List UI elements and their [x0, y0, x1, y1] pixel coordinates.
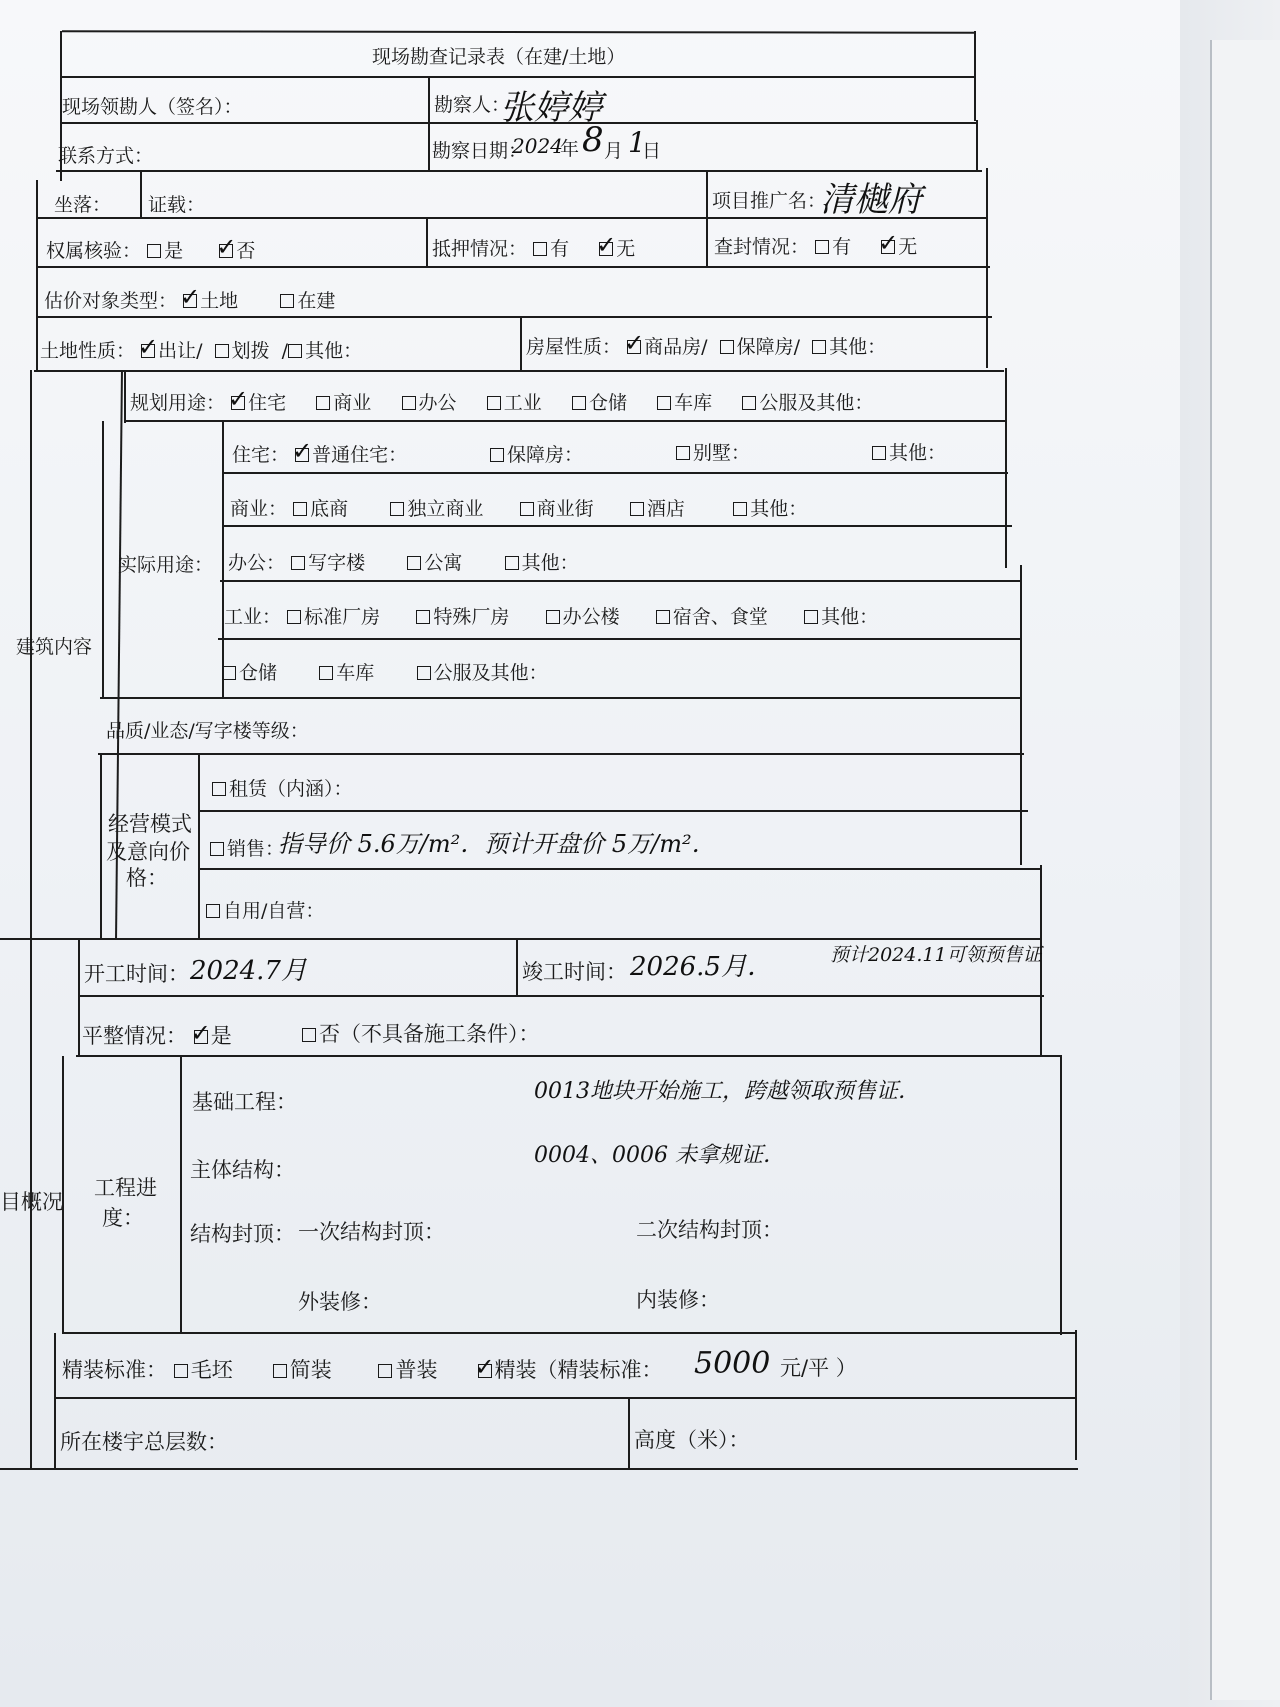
- commercial-option: 底商: [310, 498, 349, 520]
- height-label: 高度（米）：: [634, 1428, 750, 1452]
- check-mark-icon: ✓: [292, 437, 313, 465]
- frame-top: [62, 30, 976, 34]
- industrial-option: 特殊厂房: [433, 606, 510, 628]
- commercial-street-checkbox[interactable]: [520, 502, 534, 516]
- second-capping-label: 二次结构封顶：: [636, 1218, 783, 1242]
- residential-other: [872, 438, 946, 465]
- row-line: [34, 370, 1004, 372]
- misc-option: 仓储: [239, 662, 278, 684]
- col-line: [628, 1398, 630, 1469]
- col-line: [520, 317, 522, 371]
- sale-row: [210, 834, 284, 861]
- land-transfer-label: 出让/: [158, 340, 203, 362]
- survey-date-year-unit: 年: [560, 138, 580, 160]
- object-land-checkbox[interactable]: [180, 283, 201, 311]
- office-building-checkbox[interactable]: [291, 556, 305, 570]
- industrial-special-checkbox[interactable]: [416, 610, 430, 624]
- industrial-other-checkbox[interactable]: [804, 610, 818, 624]
- mortgage-no-label: 无: [616, 238, 636, 260]
- col-line: [516, 939, 518, 996]
- check-mark-icon: ✓: [228, 385, 249, 413]
- industrial-option: 标准厂房: [304, 606, 381, 628]
- planned-use-label: 规划用途：: [130, 392, 226, 414]
- flat-no-label: 否（不具备施工条件）：: [319, 1022, 540, 1046]
- row-line: [100, 697, 1022, 699]
- col-line: [706, 171, 708, 267]
- check-mark-icon: ✓: [878, 229, 899, 257]
- flat-yes-checkbox[interactable]: [190, 1019, 211, 1047]
- mortgage-no-checkbox[interactable]: [596, 231, 617, 259]
- first-capping-label: 一次结构封顶：: [298, 1220, 445, 1244]
- finish-time-label: 竣工时间：: [522, 960, 627, 984]
- planned-use-row: [130, 385, 874, 415]
- col-line: [78, 938, 80, 1056]
- object-type-label: 估价对象类型：: [44, 290, 178, 312]
- seizure-yes-checkbox[interactable]: [815, 240, 829, 254]
- form-title: 现场勘查记录表（在建/土地）: [372, 46, 626, 68]
- check-mark-icon: ✓: [624, 329, 645, 357]
- progress-label-2: 度：: [102, 1206, 144, 1230]
- misc-public-checkbox[interactable]: [417, 666, 431, 680]
- progress-label-1: 工程进: [94, 1176, 157, 1200]
- misc-garage-checkbox[interactable]: [319, 666, 333, 680]
- planned-use-option: 办公: [418, 392, 457, 414]
- planned-office-checkbox[interactable]: [402, 396, 416, 410]
- survey-date-day-unit: 日: [642, 140, 662, 162]
- quality-label: 品质/业态/写字楼等级：: [106, 720, 309, 742]
- col-line: [54, 1333, 56, 1469]
- row-line: [60, 76, 976, 78]
- commercial-shop-checkbox[interactable]: [293, 502, 307, 516]
- office-option: 写字楼: [308, 552, 366, 574]
- survey-date-year: 2024: [512, 134, 563, 158]
- planned-industrial-checkbox[interactable]: [487, 396, 501, 410]
- finish-simple-checkbox[interactable]: [273, 1364, 287, 1378]
- flat-label: 平整情况：: [82, 1024, 187, 1048]
- planned-commercial-checkbox[interactable]: [316, 396, 330, 410]
- finish-fine-price: 5000: [694, 1346, 771, 1381]
- check-mark-icon: ✓: [596, 231, 617, 259]
- land-allocate-checkbox[interactable]: [215, 344, 229, 358]
- col-line: [124, 371, 126, 423]
- commercial-option: 独立商业: [407, 498, 484, 520]
- contact-label: 联系方式：: [58, 145, 154, 167]
- location-label: 坐落：: [54, 194, 112, 216]
- residential-label: 住宅：: [232, 444, 290, 466]
- land-allocate-label: 划拨: [231, 340, 270, 362]
- project-overview-label: 目概况: [0, 1190, 63, 1214]
- total-floors-label: 所在楼宇总层数：: [60, 1430, 228, 1454]
- actual-use-label: 实际用途：: [118, 554, 214, 576]
- commercial-row: [230, 494, 807, 521]
- object-construction-label: 在建: [297, 290, 336, 312]
- sale-label: 销售：: [227, 838, 285, 860]
- row-line: [220, 580, 1020, 582]
- building-content-label: 建筑内容: [16, 636, 93, 658]
- col-line: [426, 218, 428, 267]
- row-line: [200, 810, 1028, 812]
- residential-villa: [676, 438, 750, 465]
- planned-public-checkbox[interactable]: [742, 396, 756, 410]
- background-sheet-edge: [1210, 40, 1280, 1700]
- finish-time-note: 预计2024.11可领预售证: [830, 944, 1042, 966]
- industrial-dorm-checkbox[interactable]: [656, 610, 670, 624]
- residential-row: [232, 437, 408, 467]
- commercial-option: 商业街: [536, 498, 594, 520]
- land-nature-label: 土地性质：: [40, 340, 136, 362]
- check-mark-icon: ✓: [180, 283, 201, 311]
- residential-affordable-checkbox[interactable]: [490, 448, 504, 462]
- project-name-label: 项目推广名：: [712, 190, 827, 212]
- object-type-row: [44, 283, 336, 313]
- house-affordable-label: 保障房/: [736, 336, 800, 358]
- industrial-option: 办公楼: [562, 606, 620, 628]
- planned-storage-checkbox[interactable]: [572, 396, 586, 410]
- commercial-label: 商业：: [230, 498, 288, 520]
- col-line: [100, 754, 102, 938]
- planned-use-option: 公服及其他：: [759, 392, 874, 414]
- residential-option: 保障房：: [507, 444, 584, 466]
- commercial-hotel-checkbox[interactable]: [630, 502, 644, 516]
- seizure-row: [714, 229, 918, 259]
- col-line: [102, 421, 104, 699]
- residential-option: 普通住宅：: [312, 444, 408, 466]
- planned-use-option: 仓储: [588, 392, 627, 414]
- col-line: [140, 171, 142, 218]
- business-mode-label-2: 及意向价: [106, 840, 190, 864]
- office-apartment-checkbox[interactable]: [407, 556, 421, 570]
- ownership-no-checkbox[interactable]: [216, 233, 237, 261]
- row-line: [62, 1332, 1076, 1334]
- survey-date-month-unit: 月: [604, 140, 624, 162]
- finish-time-value: 2026.5月．: [630, 952, 773, 982]
- seizure-label: 查封情况：: [714, 236, 810, 258]
- certificate-label: 证载：: [148, 194, 206, 216]
- industrial-option: 宿舍、食堂: [672, 606, 768, 628]
- row-line: [98, 753, 1024, 755]
- finish-simple-label: 简装: [289, 1358, 332, 1382]
- foundation-label: 基础工程：: [192, 1090, 297, 1114]
- row-line: [78, 995, 1044, 997]
- capping-label: 结构封顶：: [190, 1222, 295, 1246]
- house-nature-label: 房屋性质：: [526, 336, 622, 358]
- office-label: 办公：: [228, 552, 286, 574]
- frame-right-b: [976, 120, 978, 170]
- col-line: [198, 754, 200, 938]
- residential-option: 其他：: [889, 442, 947, 464]
- residential-affordable: [490, 440, 583, 467]
- sale-price-note: 指导价 5.6万/m²．预计开盘价 5万/m²．: [278, 830, 716, 858]
- commercial-option: 其他：: [750, 498, 808, 520]
- check-mark-icon: ✓: [138, 333, 159, 361]
- frame-left-lower: [30, 370, 32, 1470]
- row-line: [36, 266, 990, 268]
- foundation-value: 0013地块开始施工，跨越领取预售证．: [534, 1079, 920, 1104]
- industrial-label: 工业：: [224, 606, 282, 628]
- residential-option: 别墅：: [693, 442, 751, 464]
- seizure-no-checkbox[interactable]: [878, 229, 899, 257]
- frame-right-c: [986, 168, 988, 368]
- interior-finish-label: 内装修：: [636, 1288, 720, 1312]
- business-mode-label-1: 经营模式: [108, 812, 192, 836]
- commercial-standalone-checkbox[interactable]: [390, 502, 404, 516]
- flat-no-checkbox[interactable]: [302, 1028, 316, 1042]
- start-time-label: 开工时间：: [84, 962, 189, 986]
- ownership-label: 权属核验：: [46, 240, 142, 262]
- planned-use-option: 工业: [503, 392, 542, 414]
- land-other-checkbox[interactable]: [288, 344, 302, 358]
- residential-normal-checkbox[interactable]: [292, 437, 313, 465]
- planned-residential-checkbox[interactable]: [228, 385, 249, 413]
- row-line: [36, 316, 992, 318]
- commercial-other-checkbox[interactable]: [733, 502, 747, 516]
- land-transfer-checkbox[interactable]: [138, 333, 159, 361]
- house-commercial-checkbox[interactable]: [624, 329, 645, 357]
- lease-label: 租赁（内涵）：: [229, 778, 353, 800]
- planned-use-option: 住宅: [248, 392, 287, 414]
- mortgage-label: 抵押情况：: [432, 238, 528, 260]
- office-option: 其他：: [521, 552, 579, 574]
- frame-right-h: [1075, 1330, 1077, 1460]
- planned-use-option: 商业: [333, 392, 372, 414]
- house-other-checkbox[interactable]: [812, 340, 826, 354]
- mortgage-yes-checkbox[interactable]: [533, 242, 547, 256]
- mortgage-row: [432, 231, 636, 261]
- finish-fine-unit: 元/平 ）: [780, 1356, 857, 1380]
- start-time-value: 2024.7月: [190, 956, 307, 986]
- finish-standard-label: 精装标准：: [62, 1358, 167, 1382]
- surveyor-label: 勘察人：: [434, 94, 511, 116]
- row-line: [198, 868, 1040, 870]
- seizure-yes-label: 有: [832, 236, 852, 258]
- seizure-no-label: 无: [898, 236, 918, 258]
- land-other-label: 其他：: [305, 340, 363, 362]
- frame-left-mid: [36, 180, 38, 370]
- ownership-yes-label: 是: [164, 240, 184, 262]
- row-line: [0, 1468, 1078, 1470]
- flat-yes-label: 是: [210, 1024, 232, 1048]
- business-mode-label-3: 格：: [126, 866, 168, 890]
- finish-fine-checkbox[interactable]: [474, 1353, 495, 1381]
- survey-date-label: 勘察日期：: [432, 140, 528, 162]
- house-nature-row: [526, 329, 887, 359]
- main-structure-value: 0004、0006 未拿规证．: [534, 1143, 785, 1168]
- misc-storage-checkbox[interactable]: [222, 666, 236, 680]
- row-line: [222, 472, 1008, 474]
- col-line: [180, 1056, 182, 1333]
- misc-use-row: [222, 658, 548, 685]
- ownership-check-row: [46, 233, 256, 263]
- survey-date-month: 8: [582, 120, 604, 160]
- house-affordable-checkbox[interactable]: [720, 340, 734, 354]
- land-nature-row: [40, 333, 363, 363]
- survey-date-day: 1: [628, 126, 646, 159]
- finish-rough-label: 毛坯: [190, 1358, 233, 1382]
- main-structure-label: 主体结构：: [190, 1158, 295, 1182]
- project-name-value: 清樾府: [820, 180, 922, 220]
- ownership-yes-checkbox[interactable]: [147, 244, 161, 258]
- misc-option: 公服及其他：: [433, 662, 548, 684]
- row-line: [222, 525, 1012, 527]
- col-line: [428, 77, 430, 170]
- industrial-standard-checkbox[interactable]: [287, 610, 301, 624]
- industrial-office-checkbox[interactable]: [546, 610, 560, 624]
- planned-use-option: 车库: [674, 392, 713, 414]
- self-use-checkbox[interactable]: [206, 904, 220, 918]
- guide-signature-label: 现场领勘人（签名）：: [62, 96, 243, 118]
- ownership-no-label: 否: [236, 240, 256, 262]
- industrial-row: [224, 602, 878, 629]
- finish-normal-checkbox[interactable]: [378, 1364, 392, 1378]
- exterior-finish-label: 外装修：: [298, 1290, 382, 1314]
- misc-option: 车库: [336, 662, 375, 684]
- residential-villa-checkbox[interactable]: [676, 446, 690, 460]
- frame-right-g: [1060, 1055, 1062, 1335]
- frame-right-e: [1020, 565, 1022, 865]
- flat-row: [82, 1020, 232, 1050]
- self-use-row: [206, 896, 324, 923]
- finish-rough-checkbox[interactable]: [174, 1364, 188, 1378]
- frame-right-d: [1005, 368, 1007, 568]
- residential-other-checkbox[interactable]: [872, 446, 886, 460]
- industrial-option: 其他：: [821, 606, 879, 628]
- office-option: 公寓: [424, 552, 463, 574]
- check-mark-icon: ✓: [190, 1019, 211, 1047]
- sale-checkbox[interactable]: [210, 842, 224, 856]
- lease-checkbox[interactable]: [212, 782, 226, 796]
- finish-normal-label: 普装: [395, 1358, 438, 1382]
- row-line: [124, 420, 1006, 422]
- land-other-separator: /: [281, 340, 289, 362]
- planned-garage-checkbox[interactable]: [657, 396, 671, 410]
- lease-row: [212, 774, 353, 801]
- commercial-option: 酒店: [646, 498, 685, 520]
- row-line: [76, 1055, 1060, 1057]
- office-row: [228, 548, 579, 575]
- finish-standard-row: [62, 1354, 663, 1384]
- house-other-label: 其他：: [829, 336, 887, 358]
- check-mark-icon: ✓: [474, 1353, 495, 1381]
- row-line: [56, 1397, 1076, 1399]
- object-land-label: 土地: [200, 290, 239, 312]
- surveyor-signature: 张婷婷: [500, 88, 602, 128]
- self-use-label: 自用/自营：: [223, 900, 325, 922]
- object-construction-checkbox[interactable]: [280, 294, 294, 308]
- check-mark-icon: ✓: [216, 233, 237, 261]
- flat-no-row: [302, 1018, 540, 1048]
- office-other-checkbox[interactable]: [505, 556, 519, 570]
- house-commercial-label: 商品房/: [644, 336, 708, 358]
- finish-fine-label: 精装（精装标准：: [494, 1358, 663, 1382]
- mortgage-yes-label: 有: [550, 238, 570, 260]
- row-line: [218, 638, 1020, 640]
